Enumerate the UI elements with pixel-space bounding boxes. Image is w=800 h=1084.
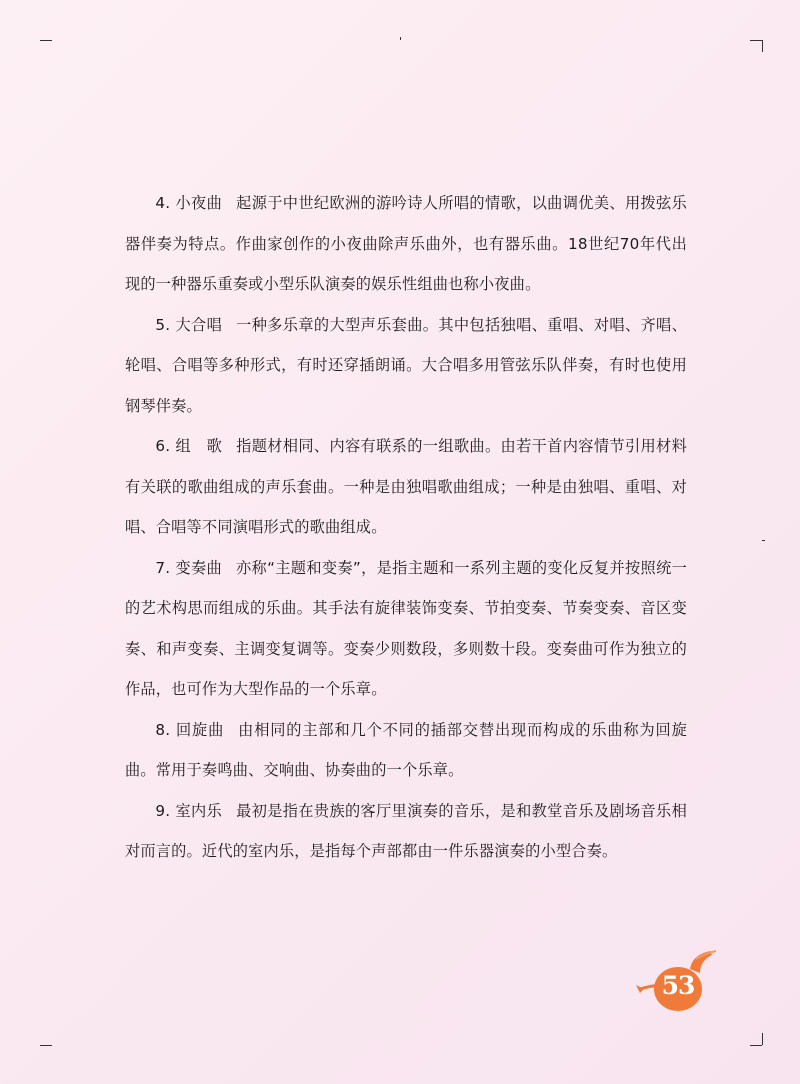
entry-serenade (125, 183, 687, 305)
entry-term: 7. 变奏曲 (155, 558, 223, 577)
entry-term: 4. 小夜曲 (155, 194, 223, 212)
entry-term: 9. 室内乐 (155, 801, 223, 820)
entry-body: 指题材相同、内容有联系的一组歌曲。由若干首内容情节引用材料有关联的歌曲组成的声乐套曲。一种是由独唱歌曲组成；一种是由独唱、重唱、对唱、合唱等不同演唱形式的歌曲组成。 (125, 437, 687, 536)
entry-term: 6. 组 歌 (155, 437, 223, 455)
crop-mark-top-center (400, 37, 401, 40)
entry-cantata (125, 305, 687, 427)
crop-mark-top-left (40, 40, 52, 41)
entry-body: 亦称“主题和变奏”，是指主题和一系列主题的变化反复并按照统一的艺术构思而组成的乐曲。其手法有旋律装饰变奏、节拍变奏、节奏变奏、音区变奏、和声变奏、主调变复调等。变奏少则数段，多则数十段。变奏曲可作为独立的作品，也可作为大型作品的一个乐章。 (125, 558, 687, 698)
entry-body: 一种多乐章的大型声乐套曲。其中包括独唱、重唱、对唱、齐唱、轮唱、合唱等多种形式，有时还穿插朗诵。大合唱多用管弦乐队伴奏，有时也使用钢琴伴奏。 (125, 315, 687, 415)
entry-chamber-music (125, 791, 687, 872)
crop-mark-bottom-left (40, 1045, 52, 1046)
crop-mark-bottom-right-v (762, 1033, 763, 1045)
entry-body: 由相同的主部和几个不同的插部交替出现而构成的乐曲称为回旋曲。常用于奏鸣曲、交响曲、协奏曲的一个乐章。 (125, 720, 687, 779)
entry-body: 最初是指在贵族的客厅里演奏的音乐，是和教堂音乐及剧场音乐相对而言的。近代的室内乐，是指每个声部都由一件乐器演奏的小型合奏。 (125, 801, 687, 860)
entry-term: 5. 大合唱 (155, 315, 223, 334)
crop-mark-right-middle (762, 540, 765, 541)
glossary-section (125, 183, 687, 872)
entry-song-cycle (125, 426, 687, 548)
crop-mark-top-right-h (750, 40, 762, 41)
entry-rondo (125, 710, 687, 791)
page-number: 53 (661, 971, 695, 1000)
crop-mark-top-right-v (762, 40, 763, 52)
entry-term: 8. 回旋曲 (155, 720, 225, 739)
entry-body: 起源于中世纪欧洲的游吟诗人所唱的情歌，以曲调优美、用拨弦乐器伴奏为特点。作曲家创作的小夜曲除声乐曲外，也有器乐曲。18世纪70年代出现的一种器乐重奏或小型乐队演奏的娱乐性组曲也称小夜曲。 (125, 194, 687, 293)
page-number-badge (630, 945, 720, 1015)
entry-variations (125, 548, 687, 710)
crop-mark-bottom-right-h (750, 1045, 762, 1046)
